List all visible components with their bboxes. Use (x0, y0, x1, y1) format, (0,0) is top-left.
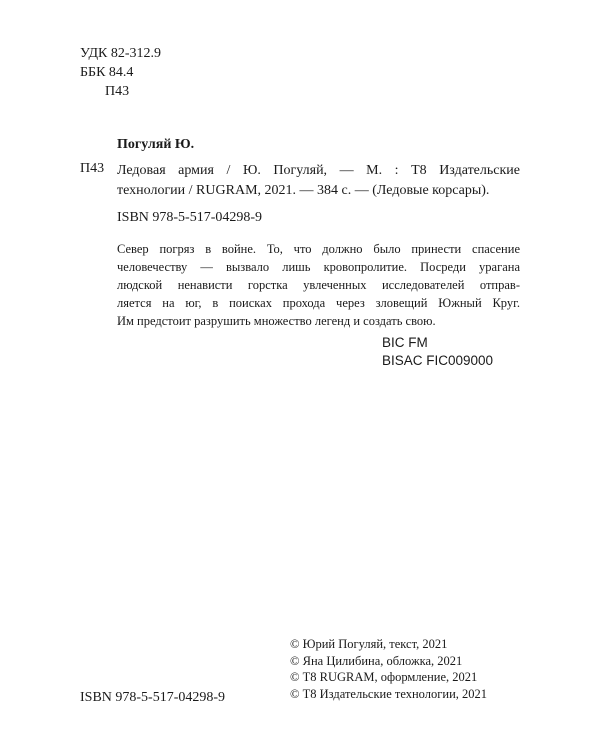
bbk-code: ББК 84.4 (80, 65, 134, 80)
copyright-line: © Юрий Погуляй, текст, 2021 (290, 637, 448, 651)
subject-codes (382, 334, 493, 370)
bisac-code: BISAC FIC009000 (382, 353, 494, 368)
annotation-text (117, 240, 520, 330)
bic-code: BIC FM (382, 335, 428, 350)
isbn-top: ISBN 978-5-517-04298-9 (117, 210, 263, 225)
copyright-line: © Т8 RUGRAM, оформление, 2021 (290, 670, 478, 684)
copyright-line: © Т8 Издательские технологии, 2021 (290, 686, 488, 701)
author-mark: П43 (105, 84, 130, 99)
description-line: технологии / RUGRAM, 2021. — 384 с. — (Ледовые корсары). (117, 183, 490, 198)
annotation-line: ляется на юг, в поисках прохода через зловещий Южный Круг. (117, 296, 520, 310)
description-line: Ледовая армия / Ю. Погуляй, — М. : Т8 Издательские (117, 163, 520, 178)
copyright-block (290, 636, 487, 702)
annotation-line: Им предстоит разрушить множество легенд и создать свою. (117, 314, 436, 328)
annotation-line: человечеству — вызвало лишь кровопролитие. Посреди урагана (117, 260, 520, 274)
author-name: Погуляй Ю. (117, 137, 195, 152)
copyright-line: © Яна Цилибина, обложка, 2021 (290, 653, 463, 668)
isbn-bottom: ISBN 978-5-517-04298-9 (80, 690, 226, 705)
annotation-line: людской ненависти горстка увлеченных исследователей отправ- (117, 278, 520, 292)
classification-codes (80, 44, 161, 101)
bibliographic-description (117, 161, 520, 201)
annotation-line: Север погряз в войне. То, что должно было принести спасение (117, 242, 520, 256)
index-mark: П43 (80, 161, 105, 176)
udk-code: УДК 82-312.9 (80, 46, 162, 61)
